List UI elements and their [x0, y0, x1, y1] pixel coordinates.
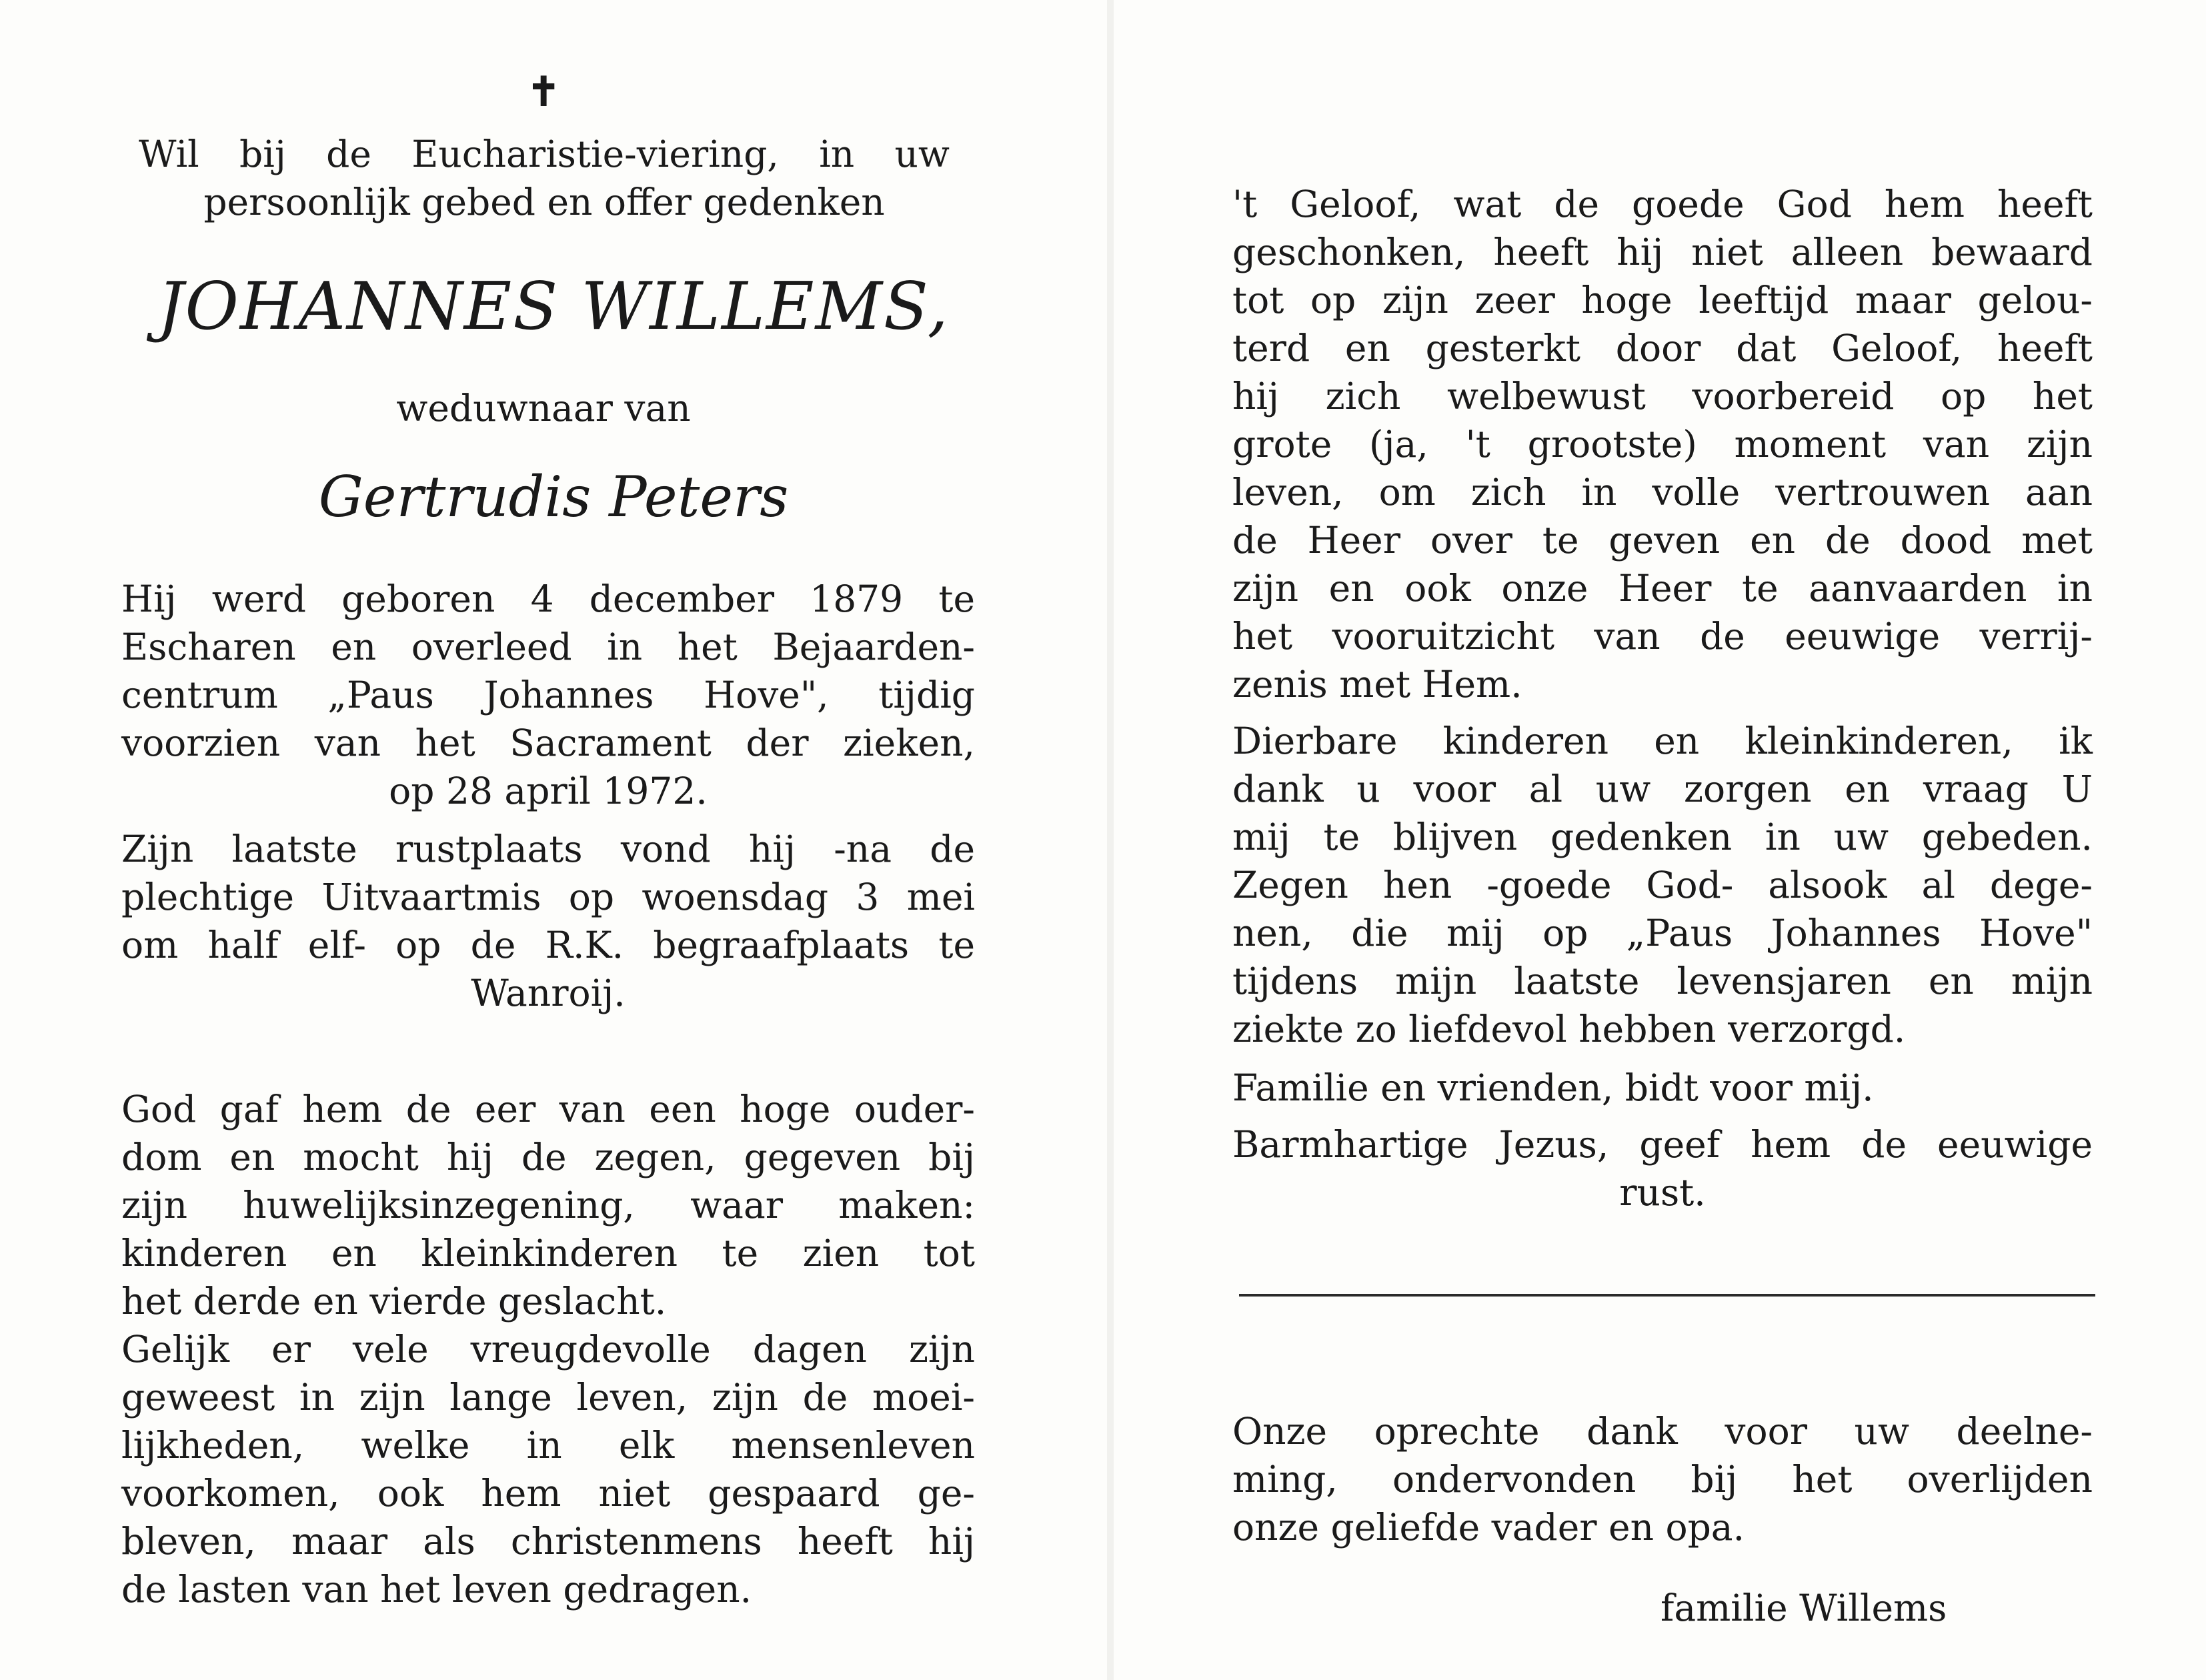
paragraph-line: Gelijk er vele vreugdevolle dagen zijn: [121, 1328, 975, 1371]
paragraph-line: Zijn laatste rustplaats vond hij -na de: [121, 828, 975, 870]
paragraph-line: rust.: [1619, 1171, 1706, 1214]
paragraph-line: nen, die mij op „Paus Johannes Hove": [1232, 912, 2093, 954]
paragraph-line: op 28 april 1972.: [389, 770, 708, 812]
family-line-block: [1232, 1064, 2093, 1112]
faith-paragraph: [1232, 180, 2093, 708]
paragraph-line: om half elf- op de R.K. begraafplaats te: [121, 924, 975, 966]
paragraph-line: ziekte zo liefdevol hebben verzorgd.: [1232, 1008, 1906, 1050]
widower-text: weduwnaar van: [396, 387, 691, 430]
family-line: Familie en vrienden, bidt voor mij.: [1232, 1066, 1874, 1109]
paragraph-line: centrum „Paus Johannes Hove", tijdig: [121, 674, 975, 716]
signature: familie Willems: [1661, 1587, 1947, 1629]
paragraph-line: plechtige Uitvaartmis op woensdag 3 mei: [121, 876, 975, 918]
widower-text-block: [353, 384, 734, 432]
paragraph-line: lijkheden, welke in elk mensenleven: [121, 1424, 975, 1467]
paragraph-line: zenis met Hem.: [1232, 663, 1522, 706]
paragraph-line: Onze oprechte dank voor uw deelne-: [1232, 1410, 2093, 1453]
deceased-name: JOHANNES WILLEMS,: [157, 269, 950, 345]
intro-text: [139, 130, 950, 226]
paragraph-line: dank u voor al uw zorgen en vraag U: [1232, 768, 2093, 810]
paragraph-line: het vooruitzicht van de eeuwige verrij-: [1232, 615, 2093, 658]
intro-line: Wil bij de Eucharistie-viering, in uw: [139, 133, 950, 175]
prayer-paragraph: [1232, 1120, 2093, 1216]
paragraph-line: ming, ondervonden bij het overlijden: [1232, 1458, 2093, 1501]
paragraph-line: het derde en vierde geslacht.: [121, 1280, 667, 1323]
paragraph-line: Barmhartige Jezus, geef hem de eeuwige: [1232, 1123, 2093, 1166]
paragraph-line: God gaf hem de eer van een hoge ouder-: [121, 1088, 975, 1130]
paragraph-line: Hij werd geboren 4 december 1879 te: [121, 578, 975, 620]
paragraph-line: grote (ja, 't grootste) moment van zijn: [1232, 423, 2093, 466]
paragraph-line: geweest in zijn lange leven, zijn de moei-: [121, 1376, 975, 1419]
paragraph-line: onze geliefde vader en opa.: [1232, 1506, 1745, 1549]
thanks-paragraph: [1232, 1407, 2093, 1551]
paragraph-line: terd en gesterkt door dat Geloof, heeft: [1232, 327, 2093, 369]
paragraph-line: zijn huwelijksinzegening, waar maken:: [121, 1184, 975, 1226]
paragraph-line: Wanroij.: [471, 972, 626, 1014]
paragraph-line: leven, om zich in volle vertrouwen aan: [1232, 471, 2093, 514]
paragraph-line: zijn en ook onze Heer te aanvaarden in: [1232, 567, 2093, 610]
card-fold: [1107, 0, 1114, 1680]
paragraph-line: voorzien van het Sacrament der zieken,: [121, 722, 975, 764]
paragraph-line: de lasten van het leven gedragen.: [121, 1568, 752, 1611]
paragraph-line: bleven, maar als christenmens heeft hij: [121, 1520, 975, 1563]
paragraph-line: kinderen en kleinkinderen te zien tot: [121, 1232, 975, 1275]
separator-line: [1239, 1294, 2095, 1297]
paragraph-line: Zegen hen -goede God- alsook al dege-: [1232, 864, 2093, 906]
spouse-name: Gertrudis Peters: [318, 464, 789, 530]
paragraph-line: dom en mocht hij de zegen, gegeven bij: [121, 1136, 975, 1178]
paragraph-line: Dierbare kinderen en kleinkinderen, ik: [1232, 720, 2093, 762]
intro-line: persoonlijk gebed en offer gedenken: [203, 181, 885, 223]
paragraph-line: tot op zijn zeer hoge leeftijd maar gelou-: [1232, 279, 2093, 321]
paragraph-line: geschonken, heeft hij niet alleen bewaard: [1232, 231, 2093, 273]
paragraph-line: 't Geloof, wat de goede God hem heeft: [1232, 183, 2093, 225]
paragraph-line: mij te blijven gedenken in uw gebeden.: [1232, 816, 2093, 858]
paragraph-line: tijdens mijn laatste levensjaren en mijn: [1232, 960, 2093, 1002]
reflection-paragraph: [121, 1085, 975, 1613]
cross-icon: ✝: [527, 69, 561, 115]
signature-block: [1661, 1584, 2061, 1632]
burial-paragraph: [121, 825, 975, 1017]
paragraph-line: voorkomen, ook hem niet gespaard ge-: [121, 1472, 975, 1515]
paragraph-line: Escharen en overleed in het Bejaarden-: [121, 626, 975, 668]
birth-death-paragraph: [121, 575, 975, 815]
children-paragraph: [1232, 717, 2093, 1053]
paragraph-line: de Heer over te geven en de dood met: [1232, 519, 2093, 562]
paragraph-line: hij zich welbewust voorbereid op het: [1232, 375, 2093, 417]
